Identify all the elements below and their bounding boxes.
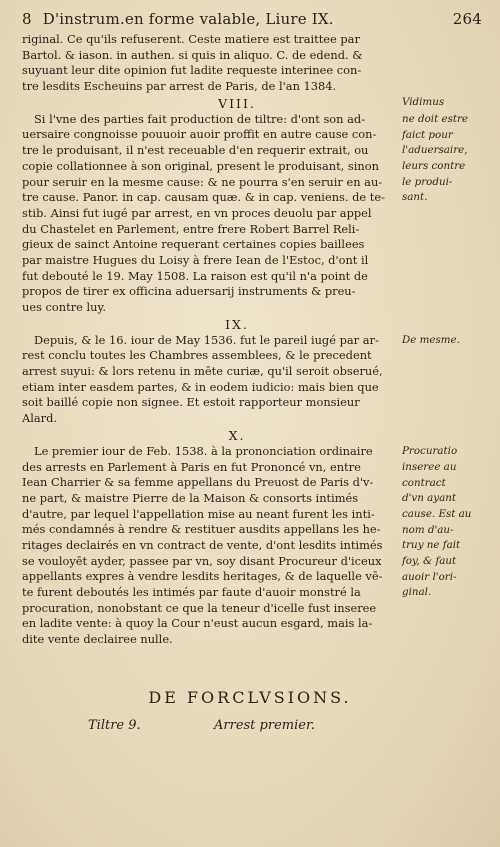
- text-line: més condamnés à rendre & restituer ausdits appellans les he-: [22, 522, 381, 537]
- text-line: ne part, & maistre Pierre de la Maison & consorts intimés: [22, 490, 359, 505]
- text-line: etiam inter easdem partes, & in eodem iudicio: mais bien que: [22, 379, 379, 394]
- margin-note: De mesme.: [402, 333, 460, 346]
- margin-note: sant.: [402, 191, 428, 204]
- margin-note: Procuratio: [402, 445, 458, 458]
- running-header: [22, 10, 482, 28]
- page-number-left: 8: [22, 10, 32, 28]
- page-number-right: 264: [452, 10, 482, 28]
- margin-note: Vidimus: [402, 95, 445, 108]
- margin-note: l'aduersaire,: [402, 144, 468, 157]
- text-line: tre lesdits Escheuins par arrest de Paris, de l'an 1384.: [22, 79, 337, 94]
- text-line: Bartol. & iason. in authen. si quis in aliquo. C. de edend. &: [22, 47, 363, 62]
- text-line: suyuant leur dite opinion fut ladite requeste interinee con-: [22, 63, 362, 78]
- section-numeral: IX.: [225, 316, 249, 332]
- text-line: copie collationnee à son original, present le produisant, sinon: [22, 158, 379, 173]
- margin-note: le produi-: [402, 175, 453, 188]
- text-line: stib. Ainsi fut iugé par arrest, en vn proces deuolu par appel: [22, 205, 372, 220]
- section-subtitle-right: Arrest premier.: [214, 718, 315, 733]
- text-line: Iean Charrier & sa femme appellans du Preuost de Paris d'v-: [22, 475, 374, 490]
- margin-note: faict pour: [402, 128, 453, 141]
- margin-note: cause. Est au: [402, 507, 472, 520]
- text-line: fut debouté le 19. May 1508. La raison est qu'il n'a point de: [22, 268, 368, 283]
- text-line: Depuis, & le 16. iour de May 1536. fut le pareil iugé par ar-: [34, 332, 379, 347]
- text-line: d'autre, par lequel l'appellation mise au neant furent les inti-: [22, 506, 375, 521]
- text-line: uersaire congnoisse pouuoir auoir proffit en autre cause con-: [22, 127, 377, 142]
- body-text: [22, 32, 452, 648]
- text-line: Si l'vne des parties fait production de tiltre: d'ont son ad-: [34, 111, 366, 126]
- text-line: par maistre Hugues du Loisy à frere Iean de l'Estoc, d'ont il: [22, 252, 369, 267]
- margin-note: truy ne fait: [402, 539, 461, 552]
- text-line: arrest suyui: & lors retenu in mēte curiæ, qu'il seroit obserué,: [22, 364, 383, 379]
- margin-note: auoir l'ori-: [402, 570, 457, 583]
- text-line: procuration, nonobstant ce que la teneur d'icelle fust inseree: [22, 600, 377, 615]
- running-title: D'instrum.en forme valable, Liure IX.: [42, 10, 334, 28]
- text-line: appellants expres à vendre lesdits heritages, & de laquelle vē-: [22, 569, 383, 584]
- text-line: des arrests en Parlement à Paris en fut Prononcé vn, entre: [22, 459, 361, 474]
- text-line: gieux de sainct Antoine requerant certaines copies baillees: [22, 237, 365, 252]
- text-line: ues contre luy.: [22, 300, 107, 314]
- text-line: Alard.: [22, 411, 58, 426]
- text-line: rest conclu toutes les Chambres assemblees, & le precedent: [22, 348, 372, 363]
- margin-note: d'vn ayant: [402, 492, 457, 505]
- text-line: soit baillé copie non signee. Et estoit rapporteur monsieur: [22, 395, 360, 410]
- text-line: propos de tirer ex officina aduersarij instruments & preu-: [22, 284, 356, 299]
- text-line: en ladite vente: à quoy la Cour n'eust aucun esgard, mais la-: [22, 616, 373, 631]
- margin-note: leurs contre: [402, 159, 466, 172]
- margin-note: contract: [402, 476, 446, 489]
- margin-note: inseree au: [402, 460, 457, 473]
- text-line: se vouloyēt ayder, passee par vn, soy disant Procureur d'iceux: [22, 553, 382, 568]
- section-numeral: X.: [228, 427, 246, 443]
- text-line: du Chastelet en Parlement, entre frere Robert Barrel Reli-: [22, 221, 360, 236]
- text-line: pour seruir en la mesme cause: & ne pourra s'en seruir en au-: [22, 174, 383, 189]
- text-line: tre le produisant, il n'est receuable d'en requerir extrait, ou: [22, 143, 369, 158]
- text-line: Le premier iour de Feb. 1538. à la prononciation ordinaire: [34, 443, 373, 458]
- section-numeral: VIII.: [218, 95, 256, 111]
- section-title: DE FORCLVSIONS.: [148, 688, 352, 707]
- margin-note: nom d'au-: [402, 523, 454, 536]
- section-subtitle-left: Tiltre 9.: [88, 718, 141, 733]
- margin-note: ne doit estre: [402, 112, 469, 125]
- margin-note: foy, & faut: [402, 555, 457, 567]
- text-line: ritages declairés en vn contract de vente, d'ont lesdits intimés: [22, 537, 383, 552]
- text-line: riginal. Ce qu'ils refuserent. Ceste matiere est traittee par: [22, 32, 360, 46]
- margin-note: ginal.: [402, 586, 432, 599]
- text-line: tre cause. Panor. in cap. causam quæ. & in cap. veniens. de te-: [22, 190, 385, 205]
- text-line: te furent deboutés les intimés par faute d'auoir monstré la: [22, 585, 361, 599]
- text-line: dite vente declairee nulle.: [22, 632, 173, 647]
